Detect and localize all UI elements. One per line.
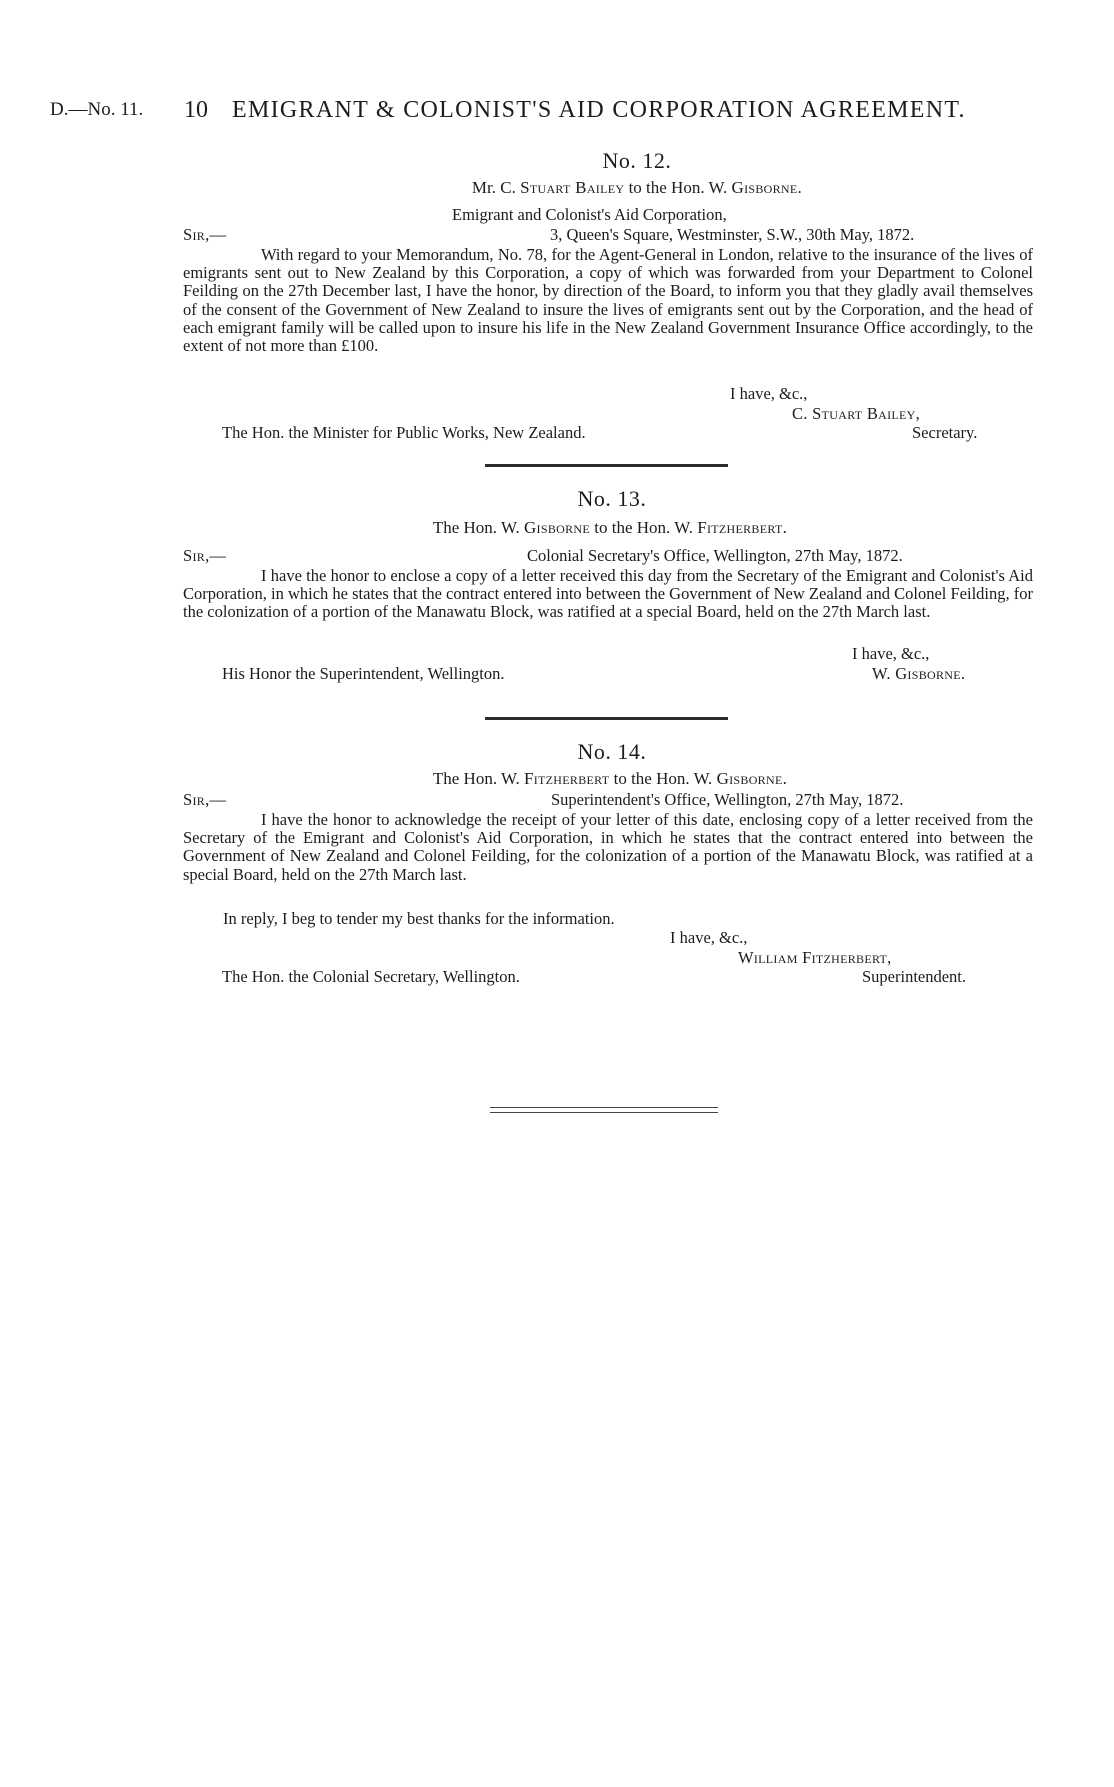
sender-name: Stuart Bailey	[520, 178, 625, 197]
closing-rule-top	[490, 1107, 718, 1108]
sender-name: Fitzherbert	[524, 769, 610, 788]
from-to-middle: to the Hon. W.	[590, 518, 698, 537]
letter-14-signature-title: Superintendent.	[862, 967, 967, 986]
section-divider	[485, 464, 728, 467]
page-title: EMIGRANT & COLONIST'S AID CORPORATION AGREEMENT.	[232, 97, 966, 123]
page-number: 10	[184, 97, 208, 123]
letter-13-address-line: Colonial Secretary's Office, Wellington, 27th May, 1872.	[527, 546, 903, 565]
letter-13-salutation: Sir,—	[183, 546, 227, 565]
from-to-middle: to the Hon. W.	[624, 178, 732, 197]
letter-13-signature-name: W. Gisborne.	[872, 664, 966, 683]
letter-13-addressee: His Honor the Superintendent, Wellington.	[222, 664, 505, 683]
letter-12-signature-title: Secretary.	[912, 423, 978, 442]
letter-14-salutation: Sir,—	[183, 790, 227, 809]
letter-13-number: No. 13.	[577, 486, 647, 511]
letter-14-number: No. 14.	[577, 739, 647, 764]
sender-name: Gisborne	[523, 518, 591, 537]
recipient-name: Gisborne.	[716, 769, 788, 788]
letter-13-body: I have the honor to enclose a copy of a letter received this day from the Secretary of the Emigrant and Colonist's Aid Corporation, in which he states that the contract entered into between the Government of New Zealand and Colonel Feilding, for the colonization of a portion of the Manawatu Block, was ratified at a special Board, held on the 27th March last.	[183, 566, 1033, 622]
recipient-name: Fitzherbert.	[697, 518, 788, 537]
letter-14-closing: I have, &c.,	[670, 928, 748, 947]
section-divider	[485, 717, 728, 720]
letter-12-address-line2: 3, Queen's Square, Westminster, S.W., 30th May, 1872.	[550, 225, 915, 244]
letter-12-number: No. 12.	[602, 148, 672, 173]
letter-14-from-to	[260, 770, 960, 787]
from-to-prefix: The Hon. W.	[432, 518, 524, 537]
letter-12-from-to	[287, 179, 987, 196]
from-to-middle: to the Hon. W.	[609, 769, 717, 788]
letter-12-signature-name: C. Stuart Bailey,	[792, 404, 921, 423]
letter-12-address-line1: Emigrant and Colonist's Aid Corporation,	[452, 205, 727, 224]
letter-13-from-to	[260, 519, 960, 536]
letter-14-body: I have the honor to acknowledge the receipt of your letter of this date, enclosing copy of a letter received from the Secretary of the Emigrant and Colonist's Aid Corporation, in which he states that the contract entered into between the Government of New Zealand and Colonel Feilding, for the colonization of a portion of the Manawatu Block, was ratified at a special Board, held on the 27th March last.	[183, 810, 1033, 884]
recipient-name: Gisborne.	[731, 178, 803, 197]
letter-13-closing: I have, &c.,	[852, 644, 930, 663]
letter-14-signature-name: William Fitzherbert,	[738, 948, 892, 967]
letter-12-salutation: Sir,—	[183, 225, 227, 244]
letter-12-closing: I have, &c.,	[730, 384, 808, 403]
from-to-prefix: Mr. C.	[471, 178, 521, 197]
letter-12-addressee: The Hon. the Minister for Public Works, New Zealand.	[222, 423, 586, 442]
letter-14-addressee: The Hon. the Colonial Secretary, Wellington.	[222, 967, 520, 986]
letter-14-body-reply: In reply, I beg to tender my best thanks for the information.	[223, 909, 615, 928]
document-reference: D.—No. 11.	[50, 99, 144, 120]
closing-rule-bottom	[490, 1112, 718, 1113]
letter-14-address-line: Superintendent's Office, Wellington, 27th May, 1872.	[551, 790, 904, 809]
letter-12-body: With regard to your Memorandum, No. 78, for the Agent-General in London, relative to the insurance of the lives of emigrants sent out to New Zealand by this Corporation, a copy of which was forwarded from your Department to Colonel Feilding on the 27th December last, I have the honor, by direction of the Board, to inform you that they gladly avail themselves of the consent of the Government of New Zealand to insure the lives of emigrants sent out by the Corporation, and the head of each emigrant family will be called upon to insure his life in the New Zealand Government Insurance Office accordingly, to the extent of not more than £100.	[183, 245, 1033, 356]
from-to-prefix: The Hon. W.	[432, 769, 524, 788]
